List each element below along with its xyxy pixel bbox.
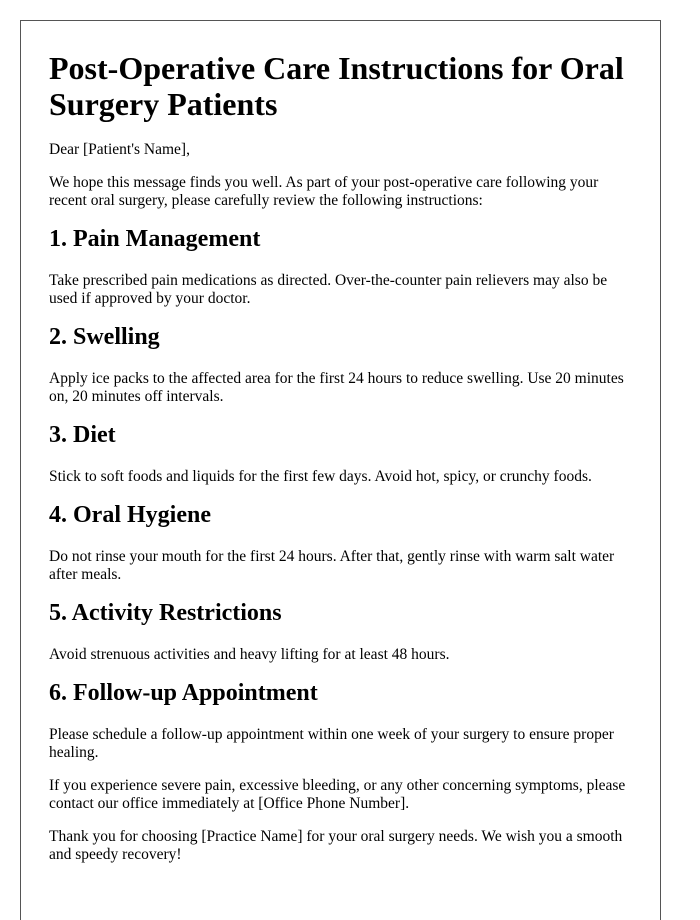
closing-paragraph: Thank you for choosing [Practice Name] for your oral surgery needs. We wish you a smooth and speedy recovery!	[49, 828, 623, 863]
document-title: Post-Operative Care Instructions for Oral Surgery Patients	[49, 50, 624, 122]
section-heading: 3. Diet	[49, 422, 116, 448]
letter-page	[20, 20, 661, 920]
section-activity-restrictions	[49, 599, 632, 664]
intro-paragraph: We hope this message finds you well. As part of your post-operative care following your recent oral surgery, please carefully review the following instructions:	[49, 174, 599, 209]
section-body: Take prescribed pain medications as directed. Over-the-counter pain relievers may also be used if approved by your doctor.	[49, 272, 608, 307]
section-body: Avoid strenuous activities and heavy lifting for at least 48 hours.	[49, 646, 450, 663]
section-heading: 1. Pain Management	[49, 226, 261, 252]
section-oral-hygiene	[49, 501, 632, 584]
section-diet	[49, 421, 632, 486]
section-body: Apply ice packs to the affected area for the first 24 hours to reduce swelling. Use 20 minutes on, 20 minutes off intervals.	[49, 370, 624, 405]
section-swelling	[49, 323, 632, 406]
section-body: Stick to soft foods and liquids for the first few days. Avoid hot, spicy, or crunchy foods.	[49, 468, 592, 485]
greeting: Dear [Patient's Name],	[49, 141, 190, 158]
section-body: Do not rinse your mouth for the first 24 hours. After that, gently rinse with warm salt water after meals.	[49, 548, 615, 583]
section-heading: 4. Oral Hygiene	[49, 502, 211, 528]
section-heading: 2. Swelling	[49, 324, 160, 350]
contact-note: If you experience severe pain, excessive bleeding, or any other concerning symptoms, please contact our office immediately at [Office Phone Number].	[49, 777, 626, 812]
section-pain-management	[49, 225, 632, 308]
section-follow-up-appointment	[49, 679, 632, 762]
section-heading: 6. Follow-up Appointment	[49, 680, 318, 706]
section-heading: 5. Activity Restrictions	[49, 600, 282, 626]
section-body: Please schedule a follow-up appointment within one week of your surgery to ensure proper healing.	[49, 726, 614, 761]
